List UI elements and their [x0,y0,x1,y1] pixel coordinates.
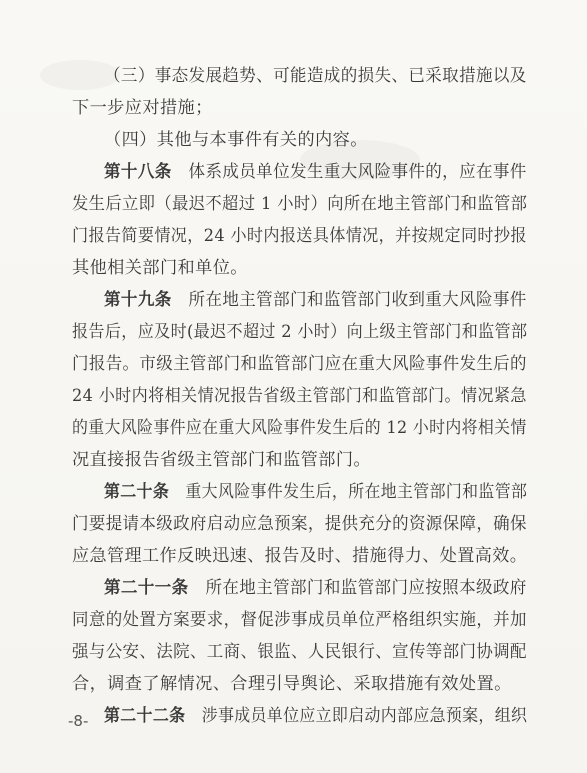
article-heading: 第十八条 [104,162,172,182]
text-segment: 涉事成员单位应立即启动内部应急预案，组织 [185,706,528,726]
text-segment: 应急管理工作反映迅速、报告及时、措施得力、处置高效。 [72,546,528,566]
text-line [72,642,527,662]
text-line [104,706,527,726]
text-line [72,450,371,470]
text-segment: 门报告。市级主管部门和监管部门应在重大风险事件发生后的 [72,354,527,374]
text-line [72,674,512,694]
text-segment: 况直接报告省级主管部门和监管部门。 [72,450,371,470]
text-segment: 报告后，应及时(最迟不超过 2 小时）向上级主管部门和监管部 [72,322,528,342]
text-line [72,322,527,342]
text-segment: 体系成员单位发生重大风险事件的，应在事件 [171,162,527,182]
article-heading: 第二十二条 [104,706,186,726]
text-segment: （三）事态发展趋势、可能造成的损失、已采取措施以及 [104,66,527,86]
text-segment: 其他相关部门和单位。 [72,258,248,278]
text-line [72,226,527,246]
text-line [104,290,527,310]
text-segment: 所在地主管部门和监管部门收到重大风险事件 [171,290,527,310]
article-heading: 第十九条 [104,290,172,310]
article-heading: 第二十一条 [104,578,189,598]
text-line [72,514,527,534]
text-segment: 强与公安、法院、工商、银监、人民银行、宣传等部门协调配 [72,642,527,662]
text-line [104,578,527,598]
text-line [72,386,527,406]
article-heading: 第二十条 [104,482,170,502]
text-segment: 所在地主管部门和监管部门应按照本级政府 [188,578,527,598]
text-segment: 门报告简要情况，24 小时内报送具体情况，并按规定同时抄报 [72,226,527,246]
page-number: -8- [68,712,89,730]
text-segment: 的重大风险事件应在重大风险事件发生后的 12 小时内将相关情 [72,418,527,438]
text-segment: 合，调查了解情况、合理引导舆论、采取措施有效处置。 [72,674,512,694]
text-segment: （四）其他与本事件有关的内容。 [104,130,368,150]
text-line [104,66,527,86]
text-segment: 重大风险事件发生后，所在地主管部门和监管部 [169,482,528,502]
text-line [104,162,527,182]
text-line [104,130,368,150]
text-segment: 门要提请本级政府启动应急预案，提供充分的资源保障，确保 [72,514,527,534]
text-segment: 下一步应对措施； [72,98,213,118]
text-line [72,258,248,278]
text-line [72,194,527,214]
text-line [104,482,527,502]
text-segment: 24 小时内将相关情况报告省级主管部门和监管部门。情况紧急 [72,386,527,406]
text-segment: 同意的处置方案要求，督促涉事成员单位严格组织实施，并加 [72,610,527,630]
text-line [72,546,527,566]
text-line [72,610,527,630]
text-line [72,354,527,374]
text-segment: 发生后立即（最迟不超过 1 小时）向所在地主管部门和监管部 [72,194,528,214]
text-line [72,418,527,438]
text-line [72,98,213,118]
